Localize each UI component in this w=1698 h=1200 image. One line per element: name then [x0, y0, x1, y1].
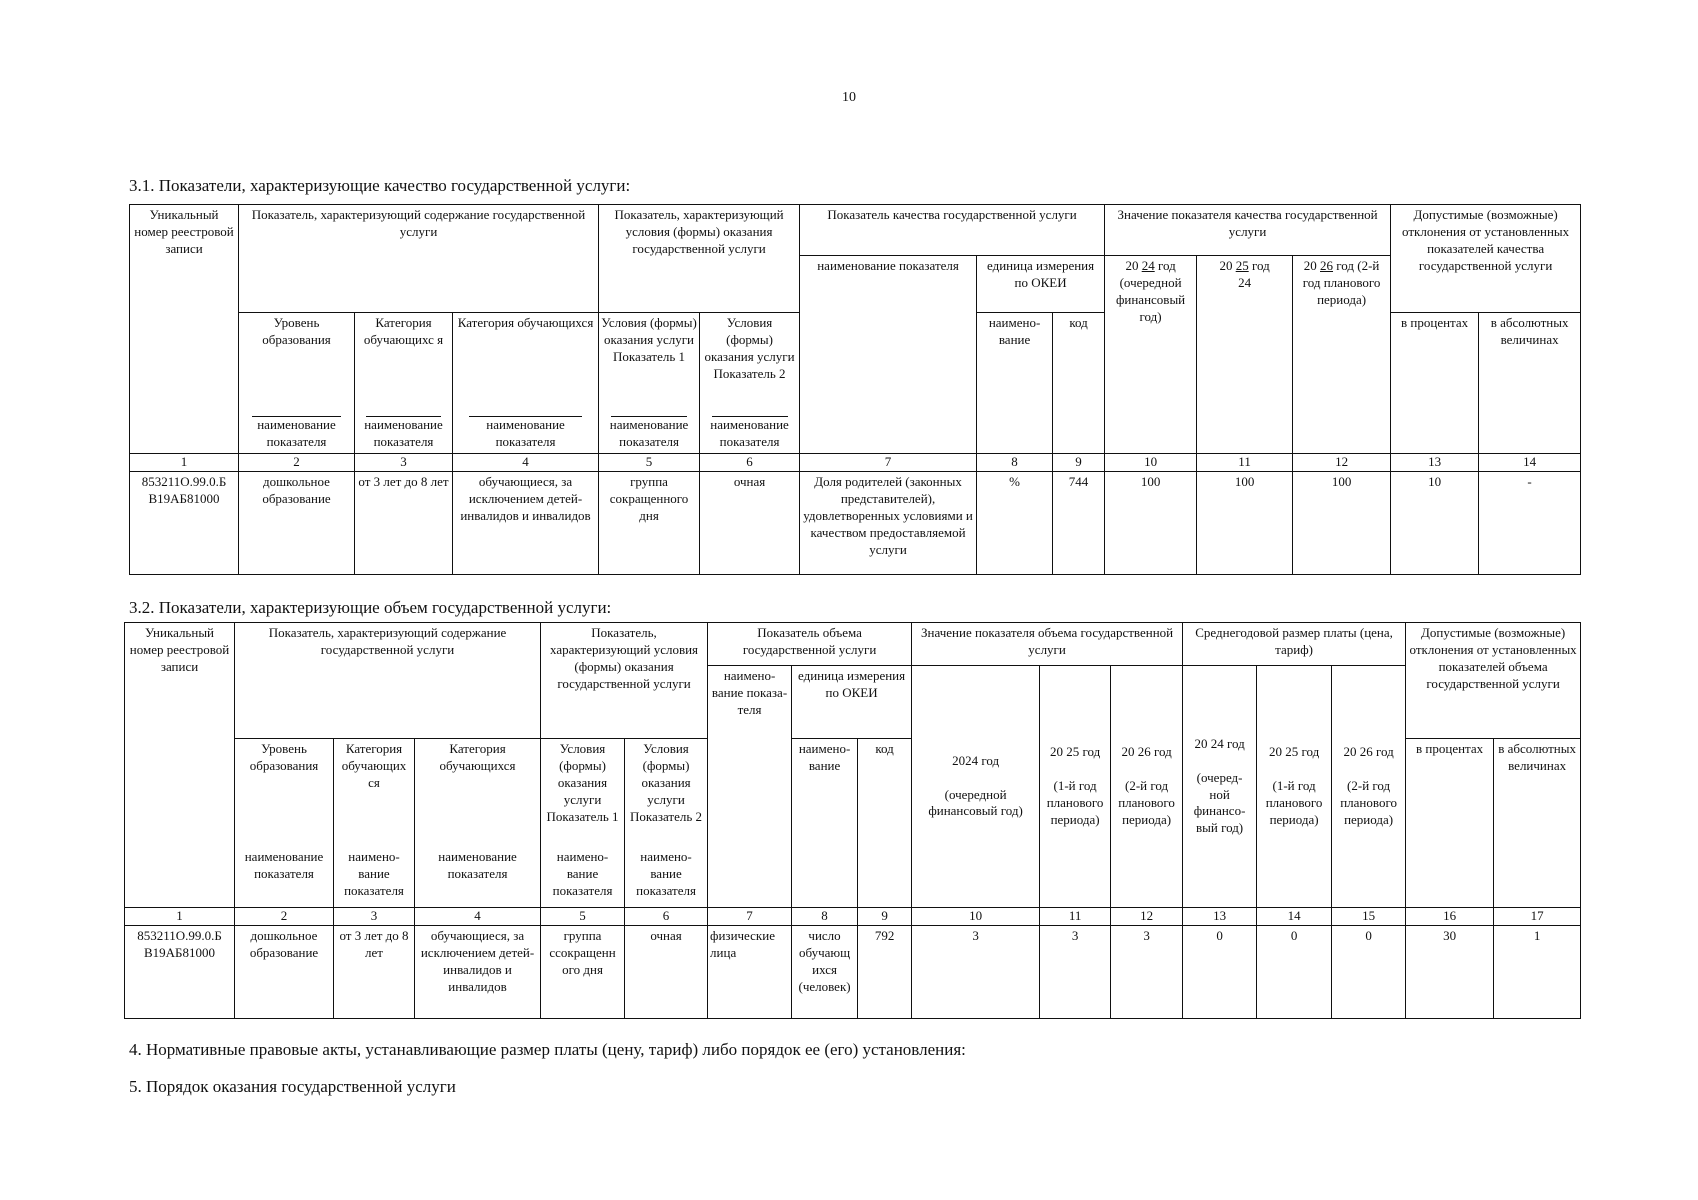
cell-volume-2024: 3 — [912, 926, 1040, 1019]
col-index: 12 — [1293, 454, 1391, 472]
col-index: 17 — [1494, 908, 1581, 926]
header-volume-year-2025: 20 25 год (1-й год планового периода) — [1040, 666, 1111, 908]
cell-value-2025: 100 — [1197, 472, 1293, 575]
header-education-level: Уровень образования — [239, 313, 355, 408]
header-name-full: наименование показателя — [415, 847, 541, 908]
header-unique-number: Уникальный номер реестровой записи — [125, 623, 235, 908]
col-index: 2 — [235, 908, 334, 926]
cell-volume-2026: 3 — [1111, 926, 1183, 1019]
col-index: 12 — [1111, 908, 1183, 926]
header-name-full: наименование показателя — [235, 847, 334, 908]
col-index: 7 — [800, 454, 977, 472]
col-index: 9 — [858, 908, 912, 926]
cell-fee-2024: 0 — [1183, 926, 1257, 1019]
header-name-of-indicator: наименование показателя — [355, 407, 453, 454]
header-deviation: Допустимые (возможные) отклонения от установленных показателей качества государственной услуги — [1391, 205, 1581, 313]
cell-indicator: физические лица — [708, 926, 792, 1019]
header-students-category-a: Категория обучающих ся — [334, 739, 415, 848]
header-unit-okei: единица измерения по ОКЕИ — [977, 256, 1105, 313]
page-number: 10 — [842, 90, 856, 105]
header-quality-value: Значение показателя качества государственной услуги — [1105, 205, 1391, 256]
header-name-hyph: наимено- вание показателя — [541, 847, 625, 908]
cell-category: обучающиеся, за исключением детей-инвалидов и инвалидов — [415, 926, 541, 1019]
col-index: 7 — [708, 908, 792, 926]
header-volume-year-2024: 2024 год (очередной финансовый год) — [912, 666, 1040, 908]
header-students-category-b: Категория обучающихся — [453, 313, 599, 408]
col-index: 14 — [1479, 454, 1581, 472]
col-index: 6 — [625, 908, 708, 926]
header-in-percent: в процентах — [1406, 739, 1494, 908]
header-education-level: Уровень образования — [235, 739, 334, 848]
col-index: 13 — [1183, 908, 1257, 926]
header-year-2025: 20 25 год 24 — [1197, 256, 1293, 454]
header-name-of-indicator: наименование показателя — [599, 407, 700, 454]
col-index: 5 — [599, 454, 700, 472]
header-content-indicator: Показатель, характеризующий содержание государственной услуги — [239, 205, 599, 313]
header-in-absolute: в абсолютных величинах — [1494, 739, 1581, 908]
header-unit-name: наимено- вание — [792, 739, 858, 908]
table-row — [130, 472, 1581, 575]
col-index: 10 — [912, 908, 1040, 926]
header-indicator-name: наименование показателя — [800, 256, 977, 454]
header-unit-code: код — [858, 739, 912, 908]
cell-code: 744 — [1053, 472, 1105, 575]
cell-fee-2026: 0 — [1332, 926, 1406, 1019]
header-conditions-indicator: Показатель, характеризующий условия (формы) оказания государственной услуги — [541, 623, 708, 739]
header-conditions-indicator: Показатель, характеризующий условия (формы) оказания государственной услуги — [599, 205, 800, 313]
col-index: 15 — [1332, 908, 1406, 926]
header-fee-year-2026: 20 26 год (2-й год планового периода) — [1332, 666, 1406, 908]
column-index-row — [130, 454, 1581, 472]
col-index: 1 — [130, 454, 239, 472]
cell-condition-2: очная — [700, 472, 800, 575]
section-3-2-title: 3.2. Показатели, характеризующие объем государственной услуги: — [129, 598, 612, 617]
header-condition-2: Условия (формы) оказания услуги Показатель 2 — [700, 313, 800, 408]
col-index: 2 — [239, 454, 355, 472]
header-name-of-indicator: наименование показателя — [700, 407, 800, 454]
cell-volume-2025: 3 — [1040, 926, 1111, 1019]
col-index: 3 — [334, 908, 415, 926]
cell-category: обучающиеся, за исключением детей-инвалидов и инвалидов — [453, 472, 599, 575]
quality-indicators-table — [129, 204, 1581, 575]
cell-fee-2025: 0 — [1257, 926, 1332, 1019]
col-index: 9 — [1053, 454, 1105, 472]
cell-indicator: Доля родителей (законных представителей), удовлетворенных условиями и качеством предоставляемой услуги — [800, 472, 977, 575]
col-index: 1 — [125, 908, 235, 926]
col-index: 14 — [1257, 908, 1332, 926]
cell-condition-1: группа ссокращенн ого дня — [541, 926, 625, 1019]
header-unique-number: Уникальный номер реестровой записи — [130, 205, 239, 454]
header-unit-okei: единица измерения по ОКЕИ — [792, 666, 912, 739]
cell-deviation-absolute: - — [1479, 472, 1581, 575]
col-index: 10 — [1105, 454, 1197, 472]
header-name-hyph: наимено- вание показателя — [334, 847, 415, 908]
cell-code: 792 — [858, 926, 912, 1019]
section-4-title: 4. Нормативные правовые акты, устанавливающие размер платы (цену, тариф) либо порядок ее (его) установления: — [129, 1040, 966, 1059]
cell-condition-1: группа сокращенного дня — [599, 472, 700, 575]
cell-deviation-percent: 10 — [1391, 472, 1479, 575]
header-condition-1: Условия (формы) оказания услуги Показатель 1 — [599, 313, 700, 408]
header-students-category-b: Категория обучающихся — [415, 739, 541, 848]
cell-condition-2: очная — [625, 926, 708, 1019]
header-volume-value: Значение показателя объема государственной услуги — [912, 623, 1183, 666]
header-in-absolute: в абсолютных величинах — [1479, 313, 1581, 454]
cell-education-level: дошкольное образование — [235, 926, 334, 1019]
header-volume-year-2026: 20 26 год (2-й год планового периода) — [1111, 666, 1183, 908]
volume-indicators-table — [124, 622, 1581, 1019]
header-name-of-indicator: наименование показателя — [239, 407, 355, 454]
header-content-indicator: Показатель, характеризующий содержание государственной услуги — [235, 623, 541, 739]
cell-value-2024: 100 — [1105, 472, 1197, 575]
header-fee-year-2024: 20 24 год (очеред- ной финансо- вый год) — [1183, 666, 1257, 908]
header-condition-2: Условия (формы) оказания услуги Показатель 2 — [625, 739, 708, 848]
cell-unique-number: 853211О.99.0.Б В19АБ81000 — [125, 926, 235, 1019]
header-unit-name: наимено- вание — [977, 313, 1053, 454]
header-year-2026: 20 26 год (2-й год планового периода) — [1293, 256, 1391, 454]
col-index: 8 — [977, 454, 1053, 472]
cell-deviation-percent: 30 — [1406, 926, 1494, 1019]
header-fee-year-2025: 20 25 год (1-й год планового периода) — [1257, 666, 1332, 908]
col-index: 16 — [1406, 908, 1494, 926]
col-index: 4 — [453, 454, 599, 472]
col-index: 8 — [792, 908, 858, 926]
cell-age: от 3 лет до 8 лет — [334, 926, 415, 1019]
cell-unit: % — [977, 472, 1053, 575]
header-name-of-indicator: наименование показателя — [453, 407, 599, 454]
header-deviation: Допустимые (возможные) отклонения от установленных показателей объема государственной услуги — [1406, 623, 1581, 739]
section-3-1-title: 3.1. Показатели, характеризующие качество государственной услуги: — [129, 176, 631, 195]
col-index: 4 — [415, 908, 541, 926]
header-avg-fee: Среднегодовой размер платы (цена, тариф) — [1183, 623, 1406, 666]
cell-unit: число обучающ ихся (человек) — [792, 926, 858, 1019]
section-5-title: 5. Порядок оказания государственной услуги — [129, 1077, 456, 1096]
cell-unique-number: 853211О.99.0.Б В19АБ81000 — [130, 472, 239, 575]
header-quality-indicator: Показатель качества государственной услуги — [800, 205, 1105, 256]
header-condition-1: Условия (формы) оказания услуги Показатель 1 — [541, 739, 625, 848]
header-volume-indicator: Показатель объема государственной услуги — [708, 623, 912, 666]
cell-age: от 3 лет до 8 лет — [355, 472, 453, 575]
column-index-row — [125, 908, 1581, 926]
header-students-category-a: Категория обучающихс я — [355, 313, 453, 408]
cell-deviation-absolute: 1 — [1494, 926, 1581, 1019]
header-in-percent: в процентах — [1391, 313, 1479, 454]
cell-value-2026: 100 — [1293, 472, 1391, 575]
header-unit-code: код — [1053, 313, 1105, 454]
header-year-2024: 20 24 год (очередной финансовый год) — [1105, 256, 1197, 454]
col-index: 13 — [1391, 454, 1479, 472]
table-row — [125, 926, 1581, 1019]
header-name-hyph: наимено- вание показателя — [625, 847, 708, 908]
col-index: 5 — [541, 908, 625, 926]
col-index: 3 — [355, 454, 453, 472]
col-index: 11 — [1040, 908, 1111, 926]
col-index: 6 — [700, 454, 800, 472]
header-indicator-name: наимено- вание показа- теля — [708, 666, 792, 908]
col-index: 11 — [1197, 454, 1293, 472]
cell-education-level: дошкольное образование — [239, 472, 355, 575]
